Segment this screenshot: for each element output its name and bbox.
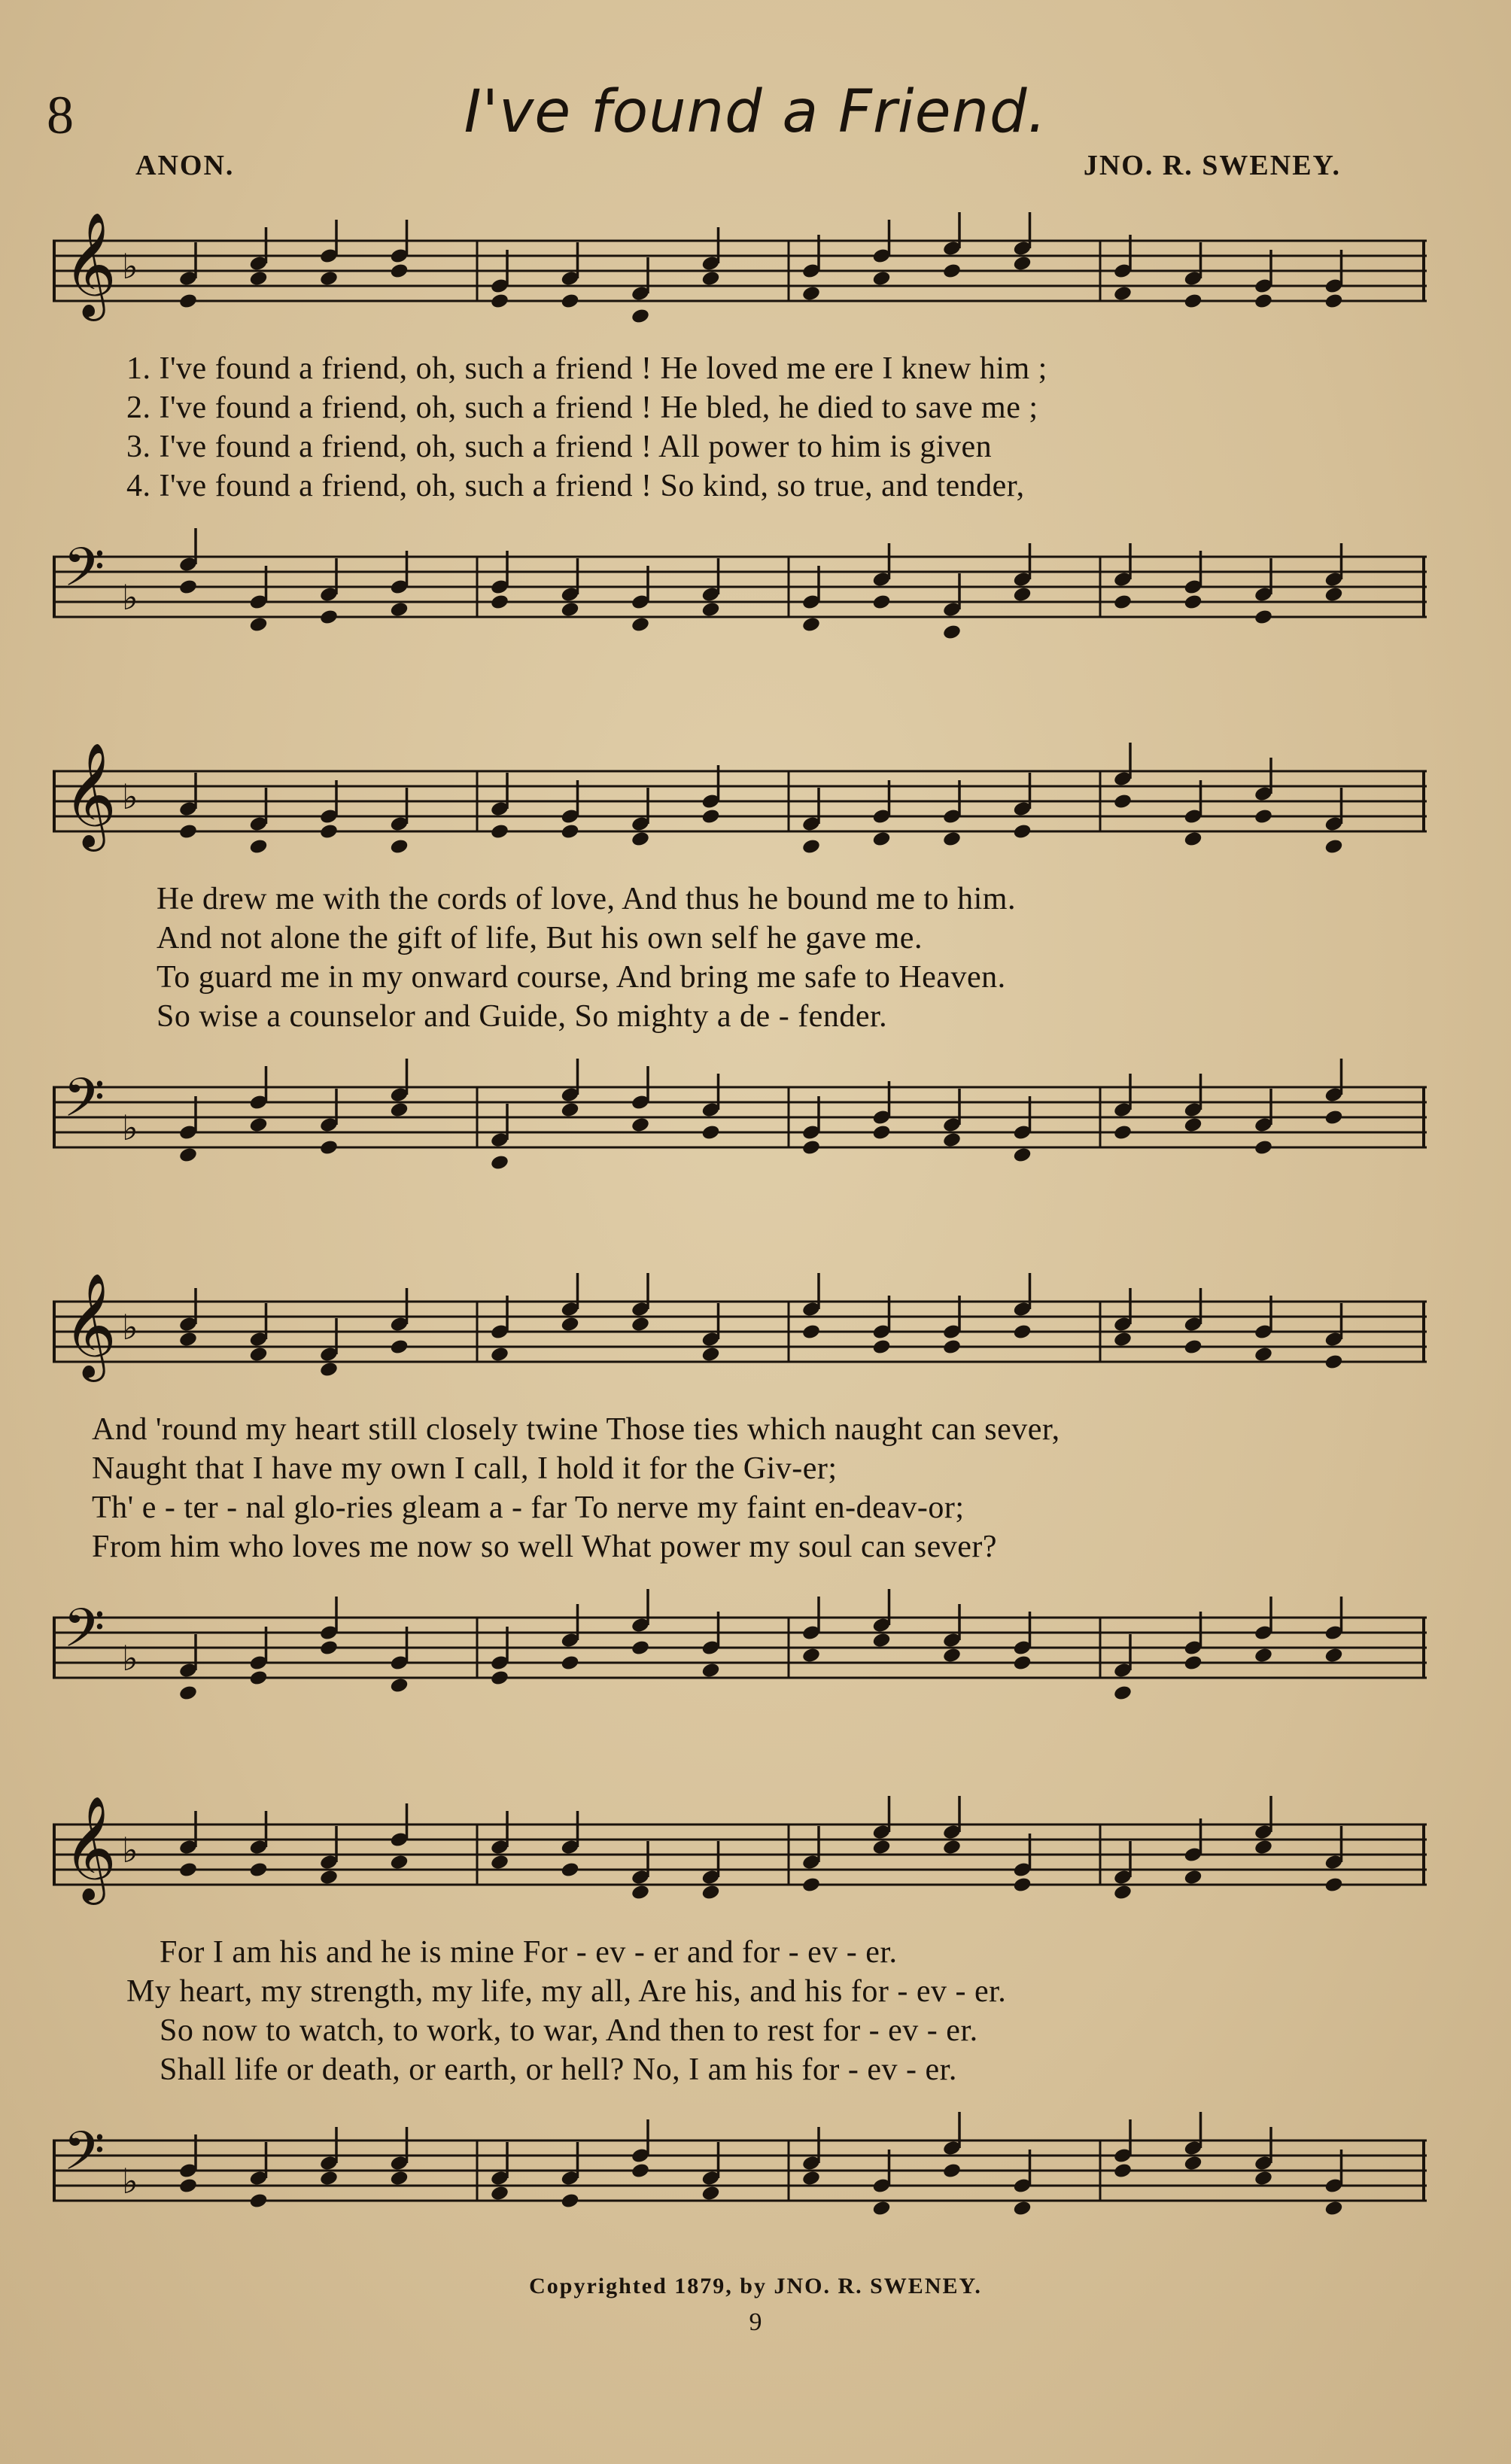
note-head (801, 1323, 821, 1341)
note-head (801, 1139, 821, 1156)
composer-credit: JNO. R. SWENEY. (1083, 150, 1341, 181)
note-head (871, 594, 891, 611)
treble-clef-icon: 𝄞 (63, 212, 117, 317)
lyric-line-2: And not alone the gift of life, But his own self he gave me. (157, 921, 923, 956)
note-head (1012, 1147, 1032, 1164)
note-head (178, 1861, 198, 1879)
note-head (319, 270, 339, 287)
note-head (801, 1876, 821, 1894)
note-head (389, 1677, 409, 1694)
note-head (1324, 1354, 1343, 1371)
note-head (701, 270, 720, 287)
bass-staff-engraving (53, 2103, 1434, 2238)
note-head (871, 1839, 891, 1856)
bass-staff-engraving (53, 1580, 1434, 1715)
lyric-line-2: My heart, my strength, my life, my all, Are his, and his for - ev - er. (126, 1974, 1007, 2009)
note-head (1113, 285, 1132, 302)
note-head (871, 831, 891, 848)
note-head (801, 1647, 821, 1664)
note-head (631, 308, 650, 325)
note-head (701, 1346, 720, 1363)
note-head (942, 263, 962, 280)
note-head (1324, 1876, 1343, 1894)
note-head (1254, 808, 1273, 825)
note-head (1183, 1654, 1202, 1672)
note-head (319, 1869, 339, 1886)
lyric-line-2: Naught that I have my own I call, I hold it for the Giv-er; (92, 1451, 838, 1486)
note-head (560, 2192, 579, 2210)
note-head (1324, 293, 1343, 310)
note-head (1183, 831, 1202, 848)
lyric-line-3: Th' e - ter - nal glo-ries gleam a - far To nerve my faint en-deav-or; (92, 1490, 965, 1525)
note-head (871, 270, 891, 287)
note-head (490, 2185, 509, 2202)
copyright-notice: Copyrighted 1879, by JNO. R. SWENEY. (529, 2274, 982, 2298)
note-head (1113, 1685, 1132, 1702)
lyric-line-3: So now to watch, to work, to war, And then to rest for - ev - er. (160, 2013, 978, 2048)
note-head (1254, 1647, 1273, 1664)
note-head (319, 1639, 339, 1657)
treble-staff-3 (53, 1264, 1434, 1399)
bass-staff-1 (53, 519, 1434, 655)
note-head (1113, 793, 1132, 810)
note-head (1012, 255, 1032, 272)
treble-staff-1 (53, 203, 1434, 339)
note-head (801, 838, 821, 855)
note-head (560, 1861, 579, 1879)
note-head (1183, 1338, 1202, 1356)
lyric-line-3: To guard me in my onward course, And bring me safe to Heaven. (157, 960, 1006, 995)
note-head (942, 2162, 962, 2180)
note-head (1254, 1139, 1273, 1156)
note-head (701, 1662, 720, 1679)
bass-clef-icon: 𝄢 (63, 1067, 105, 1142)
treble-staff-engraving (53, 1264, 1434, 1399)
lyric-line-1: He drew me with the cords of love, And thus he bound me to him. (157, 882, 1016, 916)
bass-staff-engraving (53, 1050, 1434, 1185)
treble-staff-engraving (53, 203, 1434, 339)
note-head (631, 2162, 650, 2180)
note-head (389, 2170, 409, 2187)
bass-clef-icon: 𝄢 (63, 536, 105, 612)
key-flat-icon: ♭ (122, 1307, 138, 1347)
note-head (1254, 2170, 1273, 2187)
hymn-title: I've found a Friend. (464, 78, 1047, 146)
note-head (1113, 2162, 1132, 2180)
note-head (490, 1854, 509, 1871)
key-flat-icon: ♭ (122, 776, 138, 817)
note-head (389, 1338, 409, 1356)
note-head (178, 579, 198, 596)
note-head (560, 1316, 579, 1333)
note-head (389, 838, 409, 855)
note-head (871, 1632, 891, 1649)
lyric-line-4: 4. I've found a friend, oh, such a friend ! So kind, so true, and tender, (126, 469, 1025, 503)
note-head (490, 1154, 509, 1171)
note-head (871, 1338, 891, 1356)
lyric-line-1: And 'round my heart still closely twine Those ties which naught can sever, (92, 1412, 1060, 1447)
note-head (319, 823, 339, 840)
note-head (1254, 1839, 1273, 1856)
lyric-line-2: 2. I've found a friend, oh, such a friend ! He bled, he died to save me ; (126, 390, 1038, 425)
note-head (560, 293, 579, 310)
treble-clef-icon: 𝄞 (63, 1796, 117, 1900)
note-head (248, 270, 268, 287)
treble-staff-4 (53, 1787, 1434, 1922)
note-head (1183, 594, 1202, 611)
lyric-line-4: From him who loves me now so well What power my soul can sever? (92, 1530, 998, 1564)
note-head (1324, 838, 1343, 855)
note-head (701, 2185, 720, 2202)
key-flat-icon: ♭ (122, 1638, 138, 1679)
note-head (319, 2170, 339, 2187)
note-head (801, 285, 821, 302)
note-head (178, 1331, 198, 1348)
note-head (560, 1101, 579, 1119)
note-head (631, 1117, 650, 1134)
bass-clef-icon: 𝄢 (63, 1597, 105, 1673)
note-head (248, 1861, 268, 1879)
bass-clef-icon: 𝄢 (63, 2120, 105, 2195)
note-head (631, 1316, 650, 1333)
note-head (389, 601, 409, 618)
lyric-line-4: So wise a counselor and Guide, So mighty a de - fender. (157, 999, 888, 1034)
lyric-line-1: 1. I've found a friend, oh, such a friend ! He loved me ere I knew him ; (126, 351, 1047, 386)
note-head (1183, 1117, 1202, 1134)
key-flat-icon: ♭ (122, 2161, 138, 2201)
music-system-4 (53, 1787, 1434, 2238)
music-system-1 (53, 203, 1434, 655)
note-head (178, 823, 198, 840)
lyric-line-4: Shall life or death, or earth, or hell? No, I am his for - ev - er. (160, 2052, 957, 2087)
note-head (1113, 1124, 1132, 1141)
bass-staff-4 (53, 2103, 1434, 2238)
note-head (871, 2200, 891, 2217)
note-head (490, 1346, 509, 1363)
note-head (942, 1647, 962, 1664)
note-head (942, 1132, 962, 1149)
note-head (490, 823, 509, 840)
note-head (248, 1117, 268, 1134)
note-head (560, 1654, 579, 1672)
treble-clef-icon: 𝄞 (63, 1273, 117, 1378)
note-head (1324, 2200, 1343, 2217)
note-head (801, 2170, 821, 2187)
key-flat-icon: ♭ (122, 577, 138, 618)
note-head (1183, 293, 1202, 310)
bass-staff-3 (53, 1580, 1434, 1715)
note-head (560, 823, 579, 840)
note-head (389, 1854, 409, 1871)
lyric-line-1: For I am his and he is mine For - ev - er and for - ev - er. (160, 1935, 898, 1970)
note-head (389, 1101, 409, 1119)
note-head (178, 1147, 198, 1164)
note-head (701, 808, 720, 825)
note-head (1254, 1346, 1273, 1363)
note-head (560, 601, 579, 618)
note-head (631, 1639, 650, 1657)
note-head (871, 1124, 891, 1141)
treble-clef-icon: 𝄞 (63, 743, 117, 847)
note-head (631, 831, 650, 848)
note-head (1183, 1869, 1202, 1886)
note-head (248, 616, 268, 633)
music-system-3 (53, 1264, 1434, 1730)
note-head (1113, 594, 1132, 611)
note-head (248, 838, 268, 855)
note-head (178, 293, 198, 310)
note-head (701, 1884, 720, 1901)
note-head (942, 624, 962, 641)
note-head (490, 1670, 509, 1687)
signature-number: 9 (749, 2308, 762, 2336)
note-head (942, 831, 962, 848)
page-number: 8 (47, 85, 74, 145)
lyric-line-3: 3. I've found a friend, oh, such a friend ! All power to him is given (126, 430, 993, 464)
note-head (1113, 1331, 1132, 1348)
key-flat-icon: ♭ (122, 246, 138, 287)
note-head (319, 609, 339, 626)
note-head (490, 293, 509, 310)
note-head (1012, 823, 1032, 840)
music-system-2 (53, 734, 1434, 1185)
author-credit: ANON. (135, 150, 235, 181)
note-head (389, 263, 409, 280)
note-head (319, 1139, 339, 1156)
note-head (319, 1361, 339, 1378)
note-head (1012, 1654, 1032, 1672)
note-head (178, 2177, 198, 2195)
note-head (178, 1685, 198, 1702)
key-flat-icon: ♭ (122, 1107, 138, 1148)
note-head (942, 1338, 962, 1356)
note-head (1012, 1323, 1032, 1341)
note-head (631, 1884, 650, 1901)
treble-staff-2 (53, 734, 1434, 869)
key-flat-icon: ♭ (122, 1830, 138, 1870)
note-head (1254, 609, 1273, 626)
note-head (1324, 586, 1343, 603)
note-head (942, 1839, 962, 1856)
note-head (1183, 2155, 1202, 2172)
note-head (248, 1346, 268, 1363)
note-head (490, 594, 509, 611)
treble-staff-engraving (53, 1787, 1434, 1922)
note-head (801, 616, 821, 633)
note-head (248, 2192, 268, 2210)
note-head (631, 616, 650, 633)
note-head (248, 1670, 268, 1687)
note-head (1012, 1876, 1032, 1894)
note-head (1324, 1647, 1343, 1664)
treble-staff-engraving (53, 734, 1434, 869)
note-head (1012, 2200, 1032, 2217)
note-head (1113, 1884, 1132, 1901)
note-head (1012, 586, 1032, 603)
note-head (1254, 293, 1273, 310)
note-head (1324, 1109, 1343, 1126)
bass-staff-2 (53, 1050, 1434, 1185)
bass-staff-engraving (53, 519, 1434, 655)
note-head (701, 1124, 720, 1141)
note-head (701, 601, 720, 618)
